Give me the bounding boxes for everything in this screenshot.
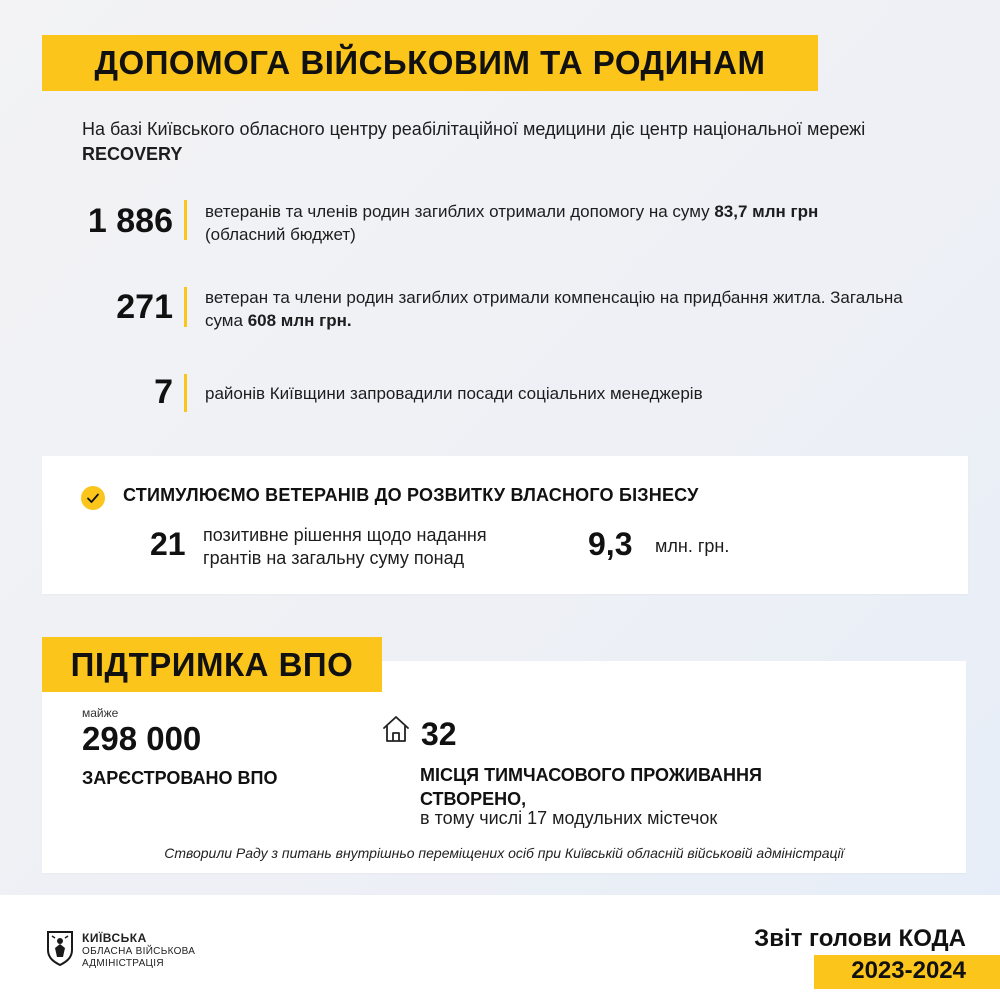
section-title-idp: ПІДТРИМКА ВПО <box>42 637 382 692</box>
logo-text <box>82 932 195 970</box>
registered-label: ЗАРЄСТРОВАНО ВПО <box>82 768 278 788</box>
stat-text-bold: 608 млн грн. <box>247 311 352 330</box>
stat-text-veterans <box>205 200 945 246</box>
grants-text <box>203 524 573 570</box>
logo-line2: ОБЛАСНА ВІЙСЬКОВА <box>82 946 196 957</box>
grants-text-line1: позитивне рішення щодо надання <box>203 525 487 545</box>
grants-text-line2: грантів на загальну суму понад <box>203 548 465 568</box>
registered-number: 298 000 <box>82 720 202 757</box>
checkmark-icon <box>81 486 105 510</box>
section-title-military-help: ДОПОМОГА ВІЙСЬКОВИМ ТА РОДИНАМ <box>42 35 818 91</box>
logo-line1: КИЇВСЬКА <box>82 931 147 945</box>
stat-text-housing <box>205 286 925 332</box>
almost-label: майже <box>82 706 119 720</box>
stat-divider <box>184 374 187 412</box>
stat-text-districts <box>205 382 925 405</box>
grants-amount-unit: млн. грн. <box>655 536 730 556</box>
stat-number-veterans: 1 886 <box>87 202 173 240</box>
stat-divider <box>184 200 187 240</box>
stat-text-part: районів Київщини запровадили посади соціальних менеджерів <box>205 384 703 403</box>
logo-line3: АДМІНІСТРАЦІЯ <box>82 958 164 969</box>
intro-paragraph <box>82 117 962 167</box>
intro-text: На базі Київського обласного центру реабілітаційної медицини діє центр національної мережі <box>82 119 866 139</box>
places-label-line1: МІСЦЯ ТИМЧАСОВОГО ПРОЖИВАННЯ <box>420 765 762 785</box>
coat-of-arms-icon <box>46 930 74 966</box>
report-years: 2023-2024 <box>851 957 966 984</box>
places-label-line2: СТВОРЕНО <box>420 789 522 809</box>
idp-council-note: Створили Раду з питань внутрішньо переміщених осіб при Київській обласній військовій адміністрації <box>164 845 844 861</box>
places-sub: в тому числі 17 модульних містечок <box>420 808 718 828</box>
stat-text-part: ветеранів та членів родин загиблих отримали допомогу на суму <box>205 202 715 221</box>
stat-divider <box>184 287 187 327</box>
house-icon <box>381 714 411 744</box>
places-number: 32 <box>421 716 457 752</box>
stat-text-bold: 83,7 млн грн <box>714 202 819 221</box>
stat-text-part: ветеран та члени родин загиблих отримали компенсацію на придбання житла. Загальна сума <box>205 288 903 330</box>
report-title: Звіт голови КОДА <box>754 925 966 952</box>
stat-number-districts: 7 <box>154 373 173 411</box>
business-title: СТИМУЛЮЄМО ВЕТЕРАНІВ ДО РОЗВИТКУ ВЛАСНОГО БІЗНЕСУ <box>123 485 699 505</box>
stat-text-after: (обласний бюджет) <box>205 225 356 244</box>
intro-bold: RECOVERY <box>82 144 183 164</box>
grants-count: 21 <box>150 526 186 562</box>
grants-amount: 9,3 <box>588 526 633 562</box>
stat-number-housing: 271 <box>116 288 173 326</box>
places-label: МІСЦЯ ТИМЧАСОВОГО ПРОЖИВАННЯ СТВОРЕНО, <box>420 765 762 809</box>
